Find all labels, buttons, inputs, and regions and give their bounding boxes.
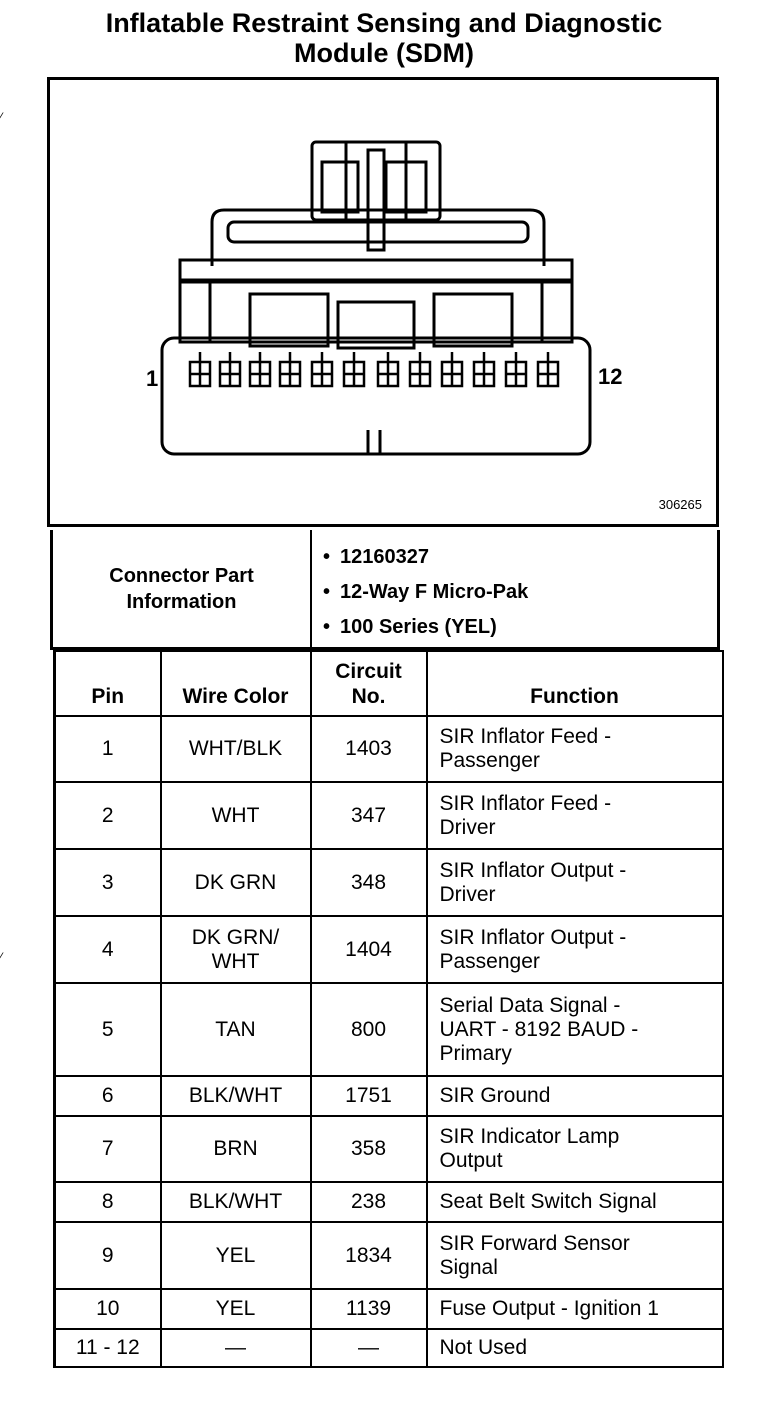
function-cell xyxy=(427,1182,723,1222)
function-line: Not Used xyxy=(439,1336,528,1359)
wire-color-cell xyxy=(161,1329,311,1367)
header-circuit-line-2: No. xyxy=(351,685,386,708)
table-row xyxy=(55,1076,723,1116)
function-line: SIR Indicator Lamp xyxy=(439,1125,620,1148)
wire-color-cell xyxy=(161,849,311,916)
wire-color-line: YEL xyxy=(215,1243,256,1267)
function-line: Passenger xyxy=(439,949,540,973)
wire-color-line: BRN xyxy=(213,1137,258,1160)
wire-color-line: BLK/WHT xyxy=(188,1084,283,1107)
function-line: Serial Data Signal - xyxy=(439,993,621,1017)
table-row xyxy=(55,1182,723,1222)
connector-figure xyxy=(47,77,719,527)
wire-color-cell xyxy=(161,1222,311,1289)
table-row xyxy=(55,1116,723,1182)
wire-color-cell xyxy=(161,782,311,849)
wire-color-line: WHT xyxy=(211,949,260,973)
title-line-1: Inflatable Restraint Sensing and Diagnostic xyxy=(105,8,663,38)
wire-color-cell xyxy=(161,1182,311,1222)
function-cell xyxy=(427,1329,723,1367)
wire-color-cell xyxy=(161,716,311,782)
function-line: SIR Inflator Feed - xyxy=(439,791,612,815)
function-cell xyxy=(427,849,723,916)
connector-info-item: • 12160327 xyxy=(323,540,528,575)
connector-info-item: • 100 Series (YEL) xyxy=(323,610,528,645)
wire-color-cell xyxy=(161,916,311,983)
table-row xyxy=(55,1222,723,1289)
table-row xyxy=(55,849,723,916)
header-wire-color: Wire Color xyxy=(161,651,311,716)
function-line: Driver xyxy=(439,882,496,906)
table-row xyxy=(55,782,723,849)
circuit-cell: — xyxy=(311,1329,427,1367)
pin-cell: 8 xyxy=(55,1182,161,1222)
wire-color-line: BLK/WHT xyxy=(188,1190,283,1213)
connector-info-list xyxy=(323,540,528,645)
function-line: Passenger xyxy=(439,749,540,772)
wire-color-line: WHT xyxy=(211,803,260,827)
pinout-table xyxy=(53,650,724,1368)
connector-info xyxy=(50,530,720,650)
circuit-cell: 1403 xyxy=(311,716,427,782)
wire-color-line: — xyxy=(225,1336,246,1359)
table-row xyxy=(55,983,723,1076)
pin-12-label: 12 xyxy=(598,364,623,389)
function-cell xyxy=(427,1222,723,1289)
title-line-2: Module (SDM) xyxy=(294,38,474,68)
wire-color-line: YEL xyxy=(215,1297,256,1320)
pin-cell: 9 xyxy=(55,1222,161,1289)
function-line: SIR Forward Sensor xyxy=(439,1231,630,1255)
function-cell xyxy=(427,983,723,1076)
pin-cell: 4 xyxy=(55,916,161,983)
function-cell xyxy=(427,716,723,782)
function-cell xyxy=(427,1076,723,1116)
function-line: UART - 8192 BAUD - xyxy=(439,1017,639,1041)
function-line: SIR Inflator Output - xyxy=(439,858,627,882)
margin-tick: ⁄ xyxy=(0,110,3,124)
function-line: Output xyxy=(439,1149,503,1172)
table-header-row xyxy=(55,651,723,716)
function-cell xyxy=(427,782,723,849)
wire-color-line: WHT/BLK xyxy=(188,737,283,760)
circuit-cell: 238 xyxy=(311,1182,427,1222)
connector-info-label-line-1: Connector Part xyxy=(109,564,254,587)
circuit-cell: 1404 xyxy=(311,916,427,983)
header-circuit xyxy=(311,651,427,716)
pin-cell: 5 xyxy=(55,983,161,1076)
pin-cell: 1 xyxy=(55,716,161,782)
circuit-cell: 1139 xyxy=(311,1289,427,1329)
circuit-cell: 1751 xyxy=(311,1076,427,1116)
connector-info-label xyxy=(53,530,312,647)
function-line: Fuse Output - Ignition 1 xyxy=(439,1297,659,1320)
connector-drawing xyxy=(50,80,722,530)
header-function: Function xyxy=(427,651,723,716)
wire-color-cell xyxy=(161,983,311,1076)
wire-color-cell xyxy=(161,1289,311,1329)
connector-info-item: • 12-Way F Micro-Pak xyxy=(323,575,528,610)
function-line: SIR Inflator Output - xyxy=(439,925,627,949)
function-cell xyxy=(427,916,723,983)
function-cell xyxy=(427,1116,723,1182)
function-line: Primary xyxy=(439,1041,512,1065)
table-row xyxy=(55,716,723,782)
figure-id: 306265 xyxy=(658,497,702,512)
function-line: SIR Inflator Feed - xyxy=(439,725,612,748)
function-cell xyxy=(427,1289,723,1329)
table-row xyxy=(55,1289,723,1329)
header-pin: Pin xyxy=(55,651,161,716)
function-line: SIR Ground xyxy=(439,1084,551,1107)
wire-color-cell xyxy=(161,1116,311,1182)
pin-cell: 6 xyxy=(55,1076,161,1116)
pin-cell: 2 xyxy=(55,782,161,849)
circuit-cell: 348 xyxy=(311,849,427,916)
pin-cell: 3 xyxy=(55,849,161,916)
table-row xyxy=(55,916,723,983)
pin-1-label: 1 xyxy=(146,366,159,391)
header-circuit-line-1: Circuit xyxy=(335,660,402,683)
wire-color-line: DK GRN/ xyxy=(191,925,280,949)
wire-color-line: TAN xyxy=(215,1017,256,1041)
circuit-cell: 800 xyxy=(311,983,427,1076)
wire-color-line: DK GRN xyxy=(194,870,277,894)
margin-tick: ⁄ xyxy=(0,950,3,964)
connector-info-label-line-2: Information xyxy=(126,590,237,613)
wire-color-cell xyxy=(161,1076,311,1116)
pin-cell: 7 xyxy=(55,1116,161,1182)
table-row xyxy=(55,1329,723,1367)
function-line: Seat Belt Switch Signal xyxy=(439,1190,657,1213)
pin-cell: 11 - 12 xyxy=(55,1329,161,1367)
page-title xyxy=(0,8,768,68)
function-line: Signal xyxy=(439,1255,498,1279)
circuit-cell: 1834 xyxy=(311,1222,427,1289)
circuit-cell: 347 xyxy=(311,782,427,849)
function-line: Driver xyxy=(439,815,496,839)
pin-cell: 10 xyxy=(55,1289,161,1329)
circuit-cell: 358 xyxy=(311,1116,427,1182)
